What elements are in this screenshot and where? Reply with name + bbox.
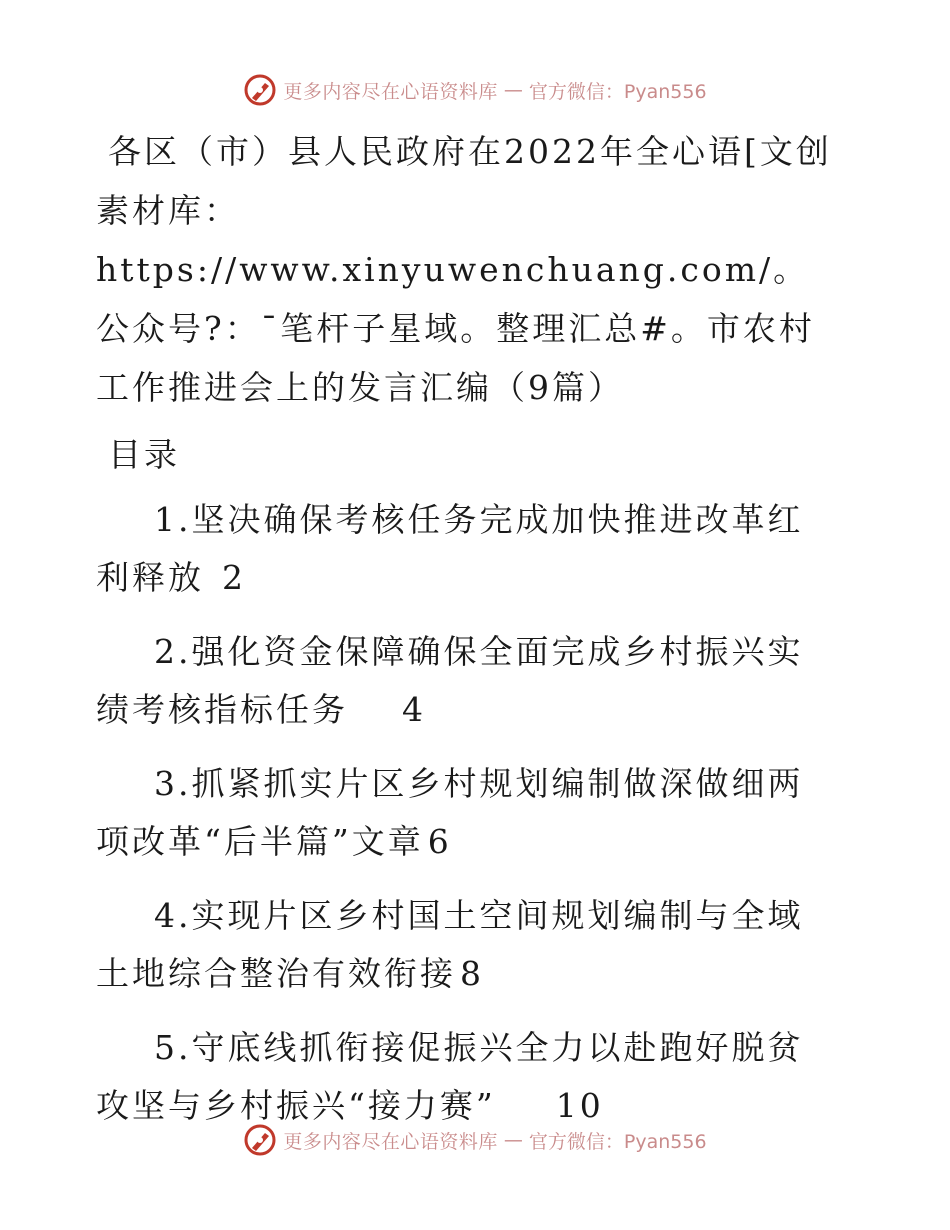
document-title: 各区（市）县人民政府在2022年全心语[文创素材库：https://www.xinyuwenchuang.com/。公众号?：¯笔杆子星域。整理汇总#。市农村工作推进会上的发言汇编（9篇） [96,132,832,407]
toc-item [96,1019,836,1135]
toc-item-page: 2 [222,558,246,597]
toc-list [96,491,836,1135]
toc-item [96,491,836,607]
toc-item [96,623,836,739]
toc-item-text: 4.实现片区乡村国土空间规划编制与全域土地综合整治有效衔接 [96,896,804,993]
toc-item-page: 10 [555,1086,604,1125]
pen-logo-icon [243,1123,277,1157]
banner-text: 更多内容尽在心语资料库 [283,1130,498,1153]
banner-contact: 官方微信：Pyan556 [528,1130,707,1153]
toc-item-text: 1.坚决确保考核任务完成加快推进改革红利释放 [96,500,804,597]
toc-item-page: 6 [427,822,452,861]
toc-heading: 目录 [108,435,180,474]
banner-dash: — [503,1129,523,1151]
footer-watermark-banner [0,1120,950,1160]
toc-item-text: 2.强化资金保障确保全面完成乡村振兴实绩考核指标任务 [96,632,804,729]
banner-dash: — [503,79,523,101]
toc-item-text: 3.抓紧抓实片区乡村规划编制做深做细两项改革“后半篇”文章 [96,764,804,861]
toc-item [96,887,836,1003]
toc-item-text: 5.守底线抓衔接促振兴全力以赴跑好脱贫攻坚与乡村振兴“接力赛” [96,1028,804,1125]
toc-item-page: 4 [402,690,426,729]
pen-logo-icon [243,73,277,107]
document-body [96,122,836,1151]
banner-contact: 官方微信：Pyan556 [528,80,707,103]
banner-text: 更多内容尽在心语资料库 [283,80,498,103]
header-watermark-banner [0,70,950,110]
toc-item [96,755,836,871]
toc-item-page: 8 [460,954,484,993]
